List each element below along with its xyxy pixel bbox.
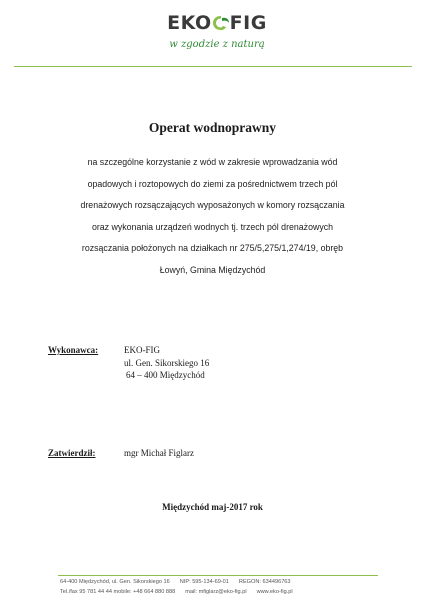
- logo-wordmark: [142, 12, 292, 34]
- contractor-details: [124, 344, 209, 382]
- footer-address: 64-400 Międzychód, ul. Gen. Sikorskiego 16: [60, 579, 170, 585]
- approver-label: Zatwierdził:: [48, 448, 96, 458]
- footer-phone: Tel./fax 95 781 44 44 mobile: +48 664 880 888: [60, 589, 176, 595]
- logo-tagline: w zgodzie z naturą: [169, 39, 265, 50]
- document-title: Operat wodnoprawny: [148, 120, 277, 135]
- description-line: opadowych i roztopowych do ziemi za pośrednictwem trzech pól: [87, 178, 338, 189]
- place-and-date: Międzychód maj-2017 rok: [162, 502, 263, 512]
- footer-email: mail: mfiglarz@eko-fig.pl: [185, 589, 247, 595]
- contractor-street: ul. Gen. Sikorskiego 16: [124, 357, 210, 368]
- logo-name: EKO: [167, 12, 212, 34]
- contractor-label: Wykonawca:: [48, 345, 99, 355]
- description-line: Łowyń, Gmina Międzychód: [159, 264, 266, 275]
- footer-line-1: [60, 579, 390, 585]
- footer-regon: REGON: 634496763: [238, 579, 291, 585]
- footer-nip: NIP: 595-134-69-01: [179, 579, 229, 585]
- approver-name: mgr Michał Figlarz: [124, 448, 194, 458]
- company-logo: [142, 12, 292, 62]
- footer-website: www.eko-fig.pl: [256, 589, 293, 595]
- document-description: [60, 152, 365, 281]
- leaf-swirl-icon: [212, 15, 230, 31]
- logo-name-end: FIG: [229, 12, 267, 34]
- header-divider: [14, 66, 412, 67]
- description-line: rozsączania położonych na działkach nr 275/5,275/1,274/19, obręb: [81, 243, 344, 253]
- contractor-city: 64 – 400 Międzychód: [126, 370, 205, 380]
- footer-line-2: [60, 589, 390, 595]
- description-line: drenażowych rozsączających wyposażonych w komory rozsączania: [80, 200, 345, 210]
- description-line: na szczególne korzystanie z wód w zakresie wprowadzania wód: [87, 157, 338, 167]
- contractor-name: EKO-FIG: [124, 345, 160, 355]
- description-line: oraz wykonania urządzeń wodnych tj. trzech pól drenażowych: [91, 221, 334, 232]
- footer-divider: [58, 575, 378, 576]
